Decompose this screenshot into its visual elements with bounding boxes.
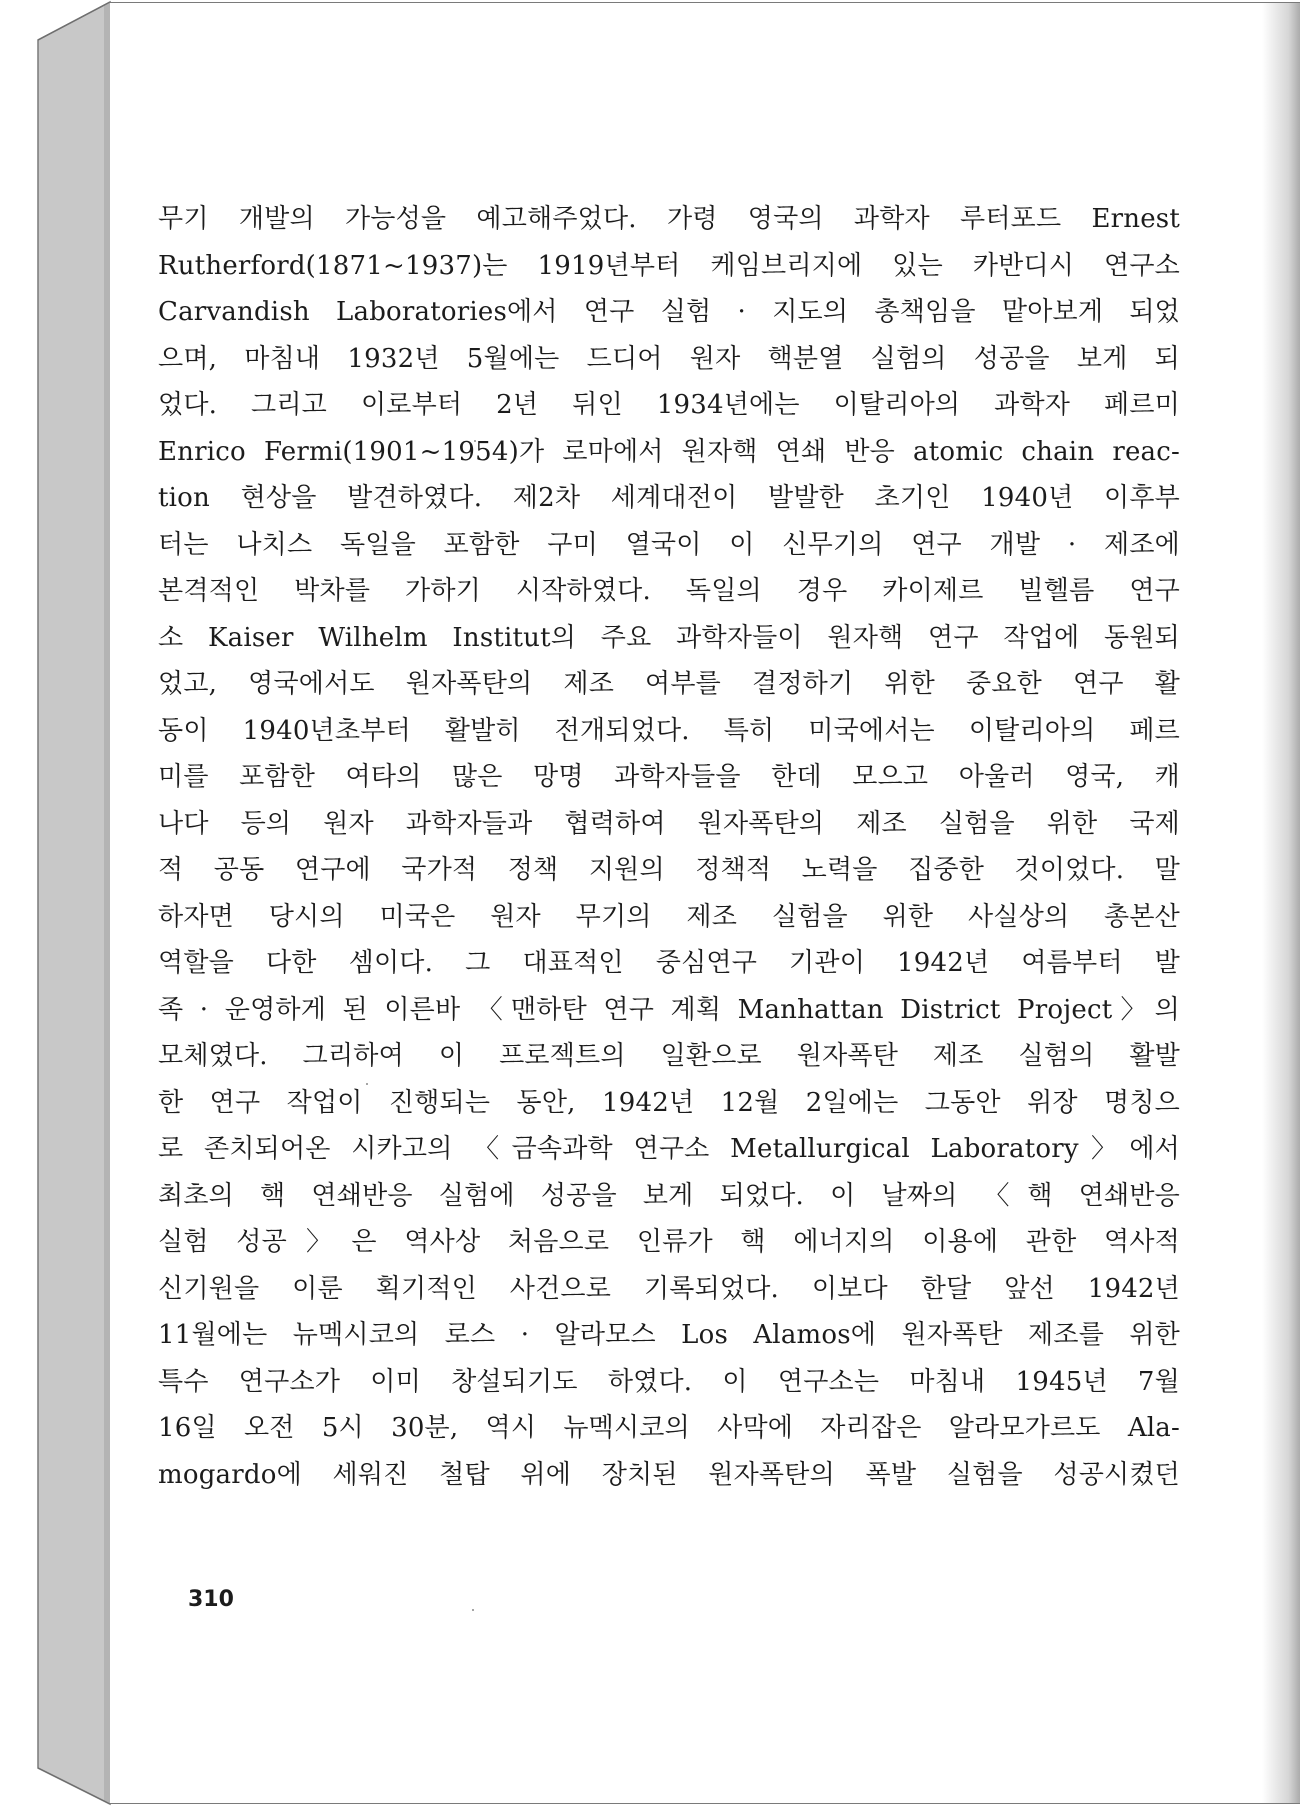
text-line: tion 현상을 발견하였다. 제2차 세계대전이 발발한 초기인 1940년 이후부 [158,483,1180,513]
text-line: 나다 등의 원자 과학자들과 협력하여 원자폭탄의 제조 실험을 위한 국제 [158,808,1180,839]
text-line: 16일 오전 5시 30분, 역시 뉴멕시코의 사막에 자리잡은 알라모가르도 Ala- [158,1413,1180,1443]
text-line: 무기 개발의 가능성을 예고해주었다. 가령 영국의 과학자 루터포드 Ernest [158,204,1180,234]
text-line: 족 · 운영하게 된 이른바 〈맨하탄 연구 계획 Manhattan District Project〉의 [158,994,1180,1025]
text-line: 본격적인 박차를 가하기 시작하였다. 독일의 경우 카이제르 빌헬름 연구 [158,576,1180,606]
text-line: 11월에는 뉴멕시코의 로스 · 알라모스 Los Alamos에 원자폭탄 제조를 위한 [158,1320,1180,1350]
text-line: 적 공동 연구에 국가적 정책 지원의 정책적 노력을 집중한 것이었다. 말 [158,855,1180,885]
text-line: 미를 포함한 여타의 많은 망명 과학자들을 한데 모으고 아울러 영국, 캐 [158,762,1180,792]
body-text [158,196,1180,1498]
text-line: 한 연구 작업이 진행되는 동안, 1942년 12월 2일에는 그동안 위장 명칭으 [158,1087,1180,1118]
text-line: Enrico Fermi(1901~1954)가 로마에서 원자핵 연쇄 반응 atomic chain reac- [158,436,1180,467]
text-line: 특수 연구소가 이미 창설되기도 하였다. 이 연구소는 마침내 1945년 7월 [158,1366,1180,1397]
text-line: 역할을 다한 셈이다. 그 대표적인 중심연구 기관이 1942년 여름부터 발 [158,948,1180,978]
text-line: Rutherford(1871~1937)는 1919년부터 케임브리지에 있는 카반디시 연구소 [158,250,1180,281]
text-line: 하자면 당시의 미국은 원자 무기의 제조 실험을 위한 사실상의 총본산 [158,901,1180,932]
text-line: 었다. 그리고 이로부터 2년 뒤인 1934년에는 이탈리아의 과학자 페르미 [158,390,1180,420]
text-line: mogardo에 세워진 철탑 위에 장치된 원자폭탄의 폭발 실험을 성공시켰던 [158,1459,1180,1490]
text-line: Carvandish Laboratories에서 연구 실험 · 지도의 총책임을 맡아보게 되었 [158,297,1180,327]
text-line: 신기원을 이룬 획기적인 사건으로 기록되었다. 이보다 한달 앞선 1942년 [158,1273,1180,1304]
text-line: 로 존치되어온 시카고의 〈금속과학 연구소 Metallurgical Laboratory〉에서 [158,1134,1180,1164]
text-line: 으며, 마침내 1932년 5월에는 드디어 원자 핵분열 실험의 성공을 보게 되 [158,343,1180,374]
text-line: 소 Kaiser Wilhelm Institut의 주요 과학자들이 원자핵 연구 작업에 동원되 [158,622,1180,653]
text-line: 었고, 영국에서도 원자폭탄의 제조 여부를 결정하기 위한 중요한 연구 활 [158,669,1180,699]
scan-speck [472,1609,474,1611]
page-number: 310 [188,1587,234,1612]
text-line: 터는 나치스 독일을 포함한 구미 열국이 이 신무기의 연구 개발 · 제조에 [158,529,1180,560]
page-edge-shadow [1262,3,1300,1803]
text-line: 모체였다. 그리하여 이 프로젝트의 일환으로 원자폭탄 제조 실험의 활발 [158,1041,1180,1071]
text-line: 최초의 핵 연쇄반응 실험에 성공을 보게 되었다. 이 날짜의 〈핵 연쇄반응 [158,1180,1180,1211]
text-line: 동이 1940년초부터 활발히 전개되었다. 특히 미국에서는 이탈리아의 페르 [158,715,1180,746]
text-line: 실험 성공〉은 역사상 처음으로 인류가 핵 에너지의 이용에 관한 역사적 [158,1227,1180,1257]
